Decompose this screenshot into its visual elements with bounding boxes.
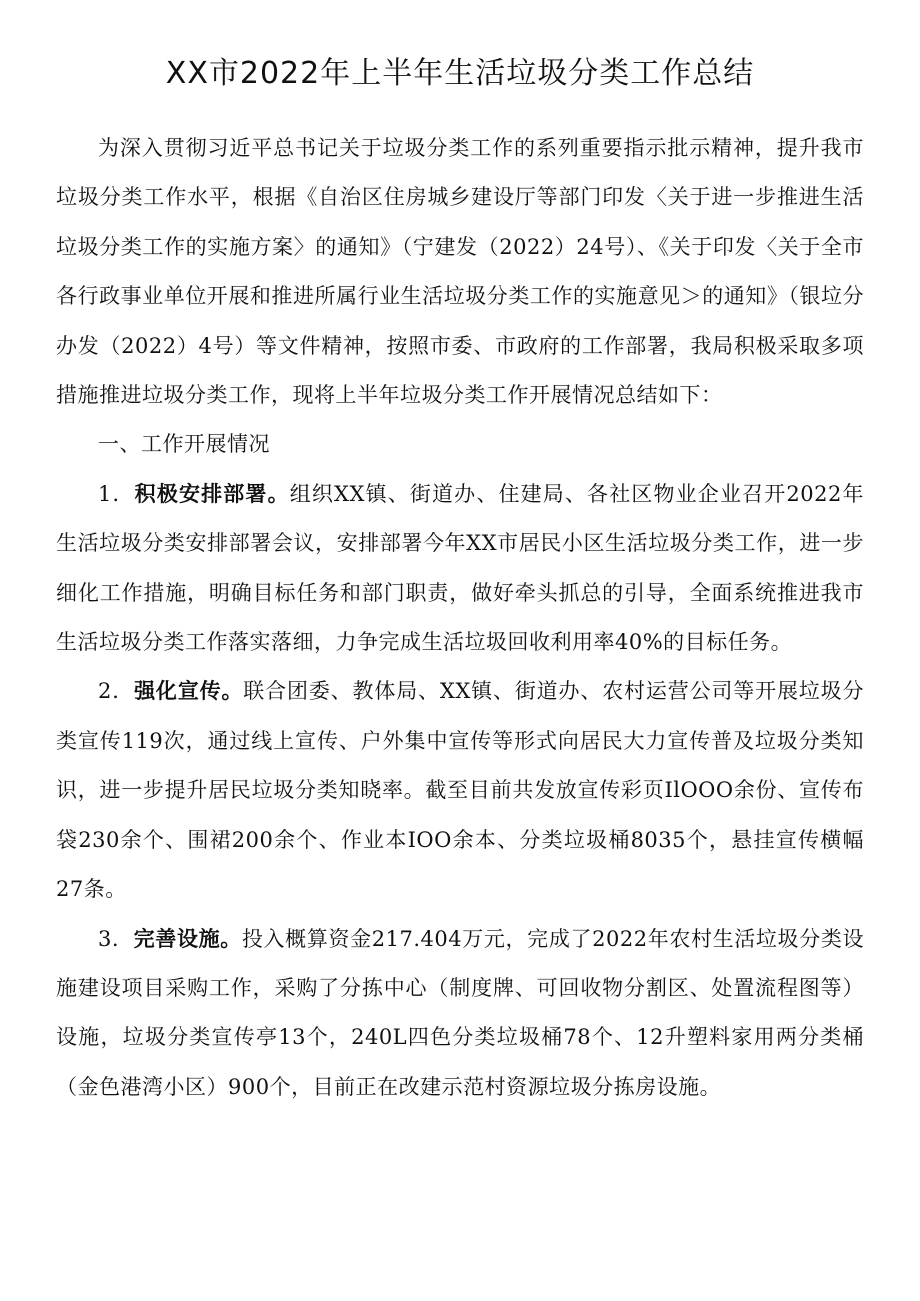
section-heading: 一、工作开展情况 bbox=[98, 432, 270, 457]
item-number: 2． bbox=[98, 679, 135, 704]
item-lead: 强化宣传。 bbox=[134, 679, 244, 704]
item-paragraph-1 bbox=[56, 470, 864, 668]
intro-paragraph: 为深入贯彻习近平总书记关于垃圾分类工作的系列重要指示批示精神，提升我市垃圾分类工作水平，根据《自治区住房城乡建设厅等部门印发〈关于进一步推进生活垃圾分类工作的实施方案〉的通知》（宁建发（2022）24号）、《关于印发〈关于全市各行政事业单位开展和推进所属行业生活垃圾分类工作的实施意见＞的通知》（银垃分办发（2022）4号）等文件精神，按照市委、市政府的工作部署，我局积极采取多项措施推进垃圾分类工作，现将上半年垃圾分类工作开展情况总结如下： bbox=[56, 136, 864, 408]
document-body bbox=[56, 124, 864, 1112]
item-paragraph-2 bbox=[56, 667, 864, 914]
item-text: 组织XX镇、街道办、住建局、各社区物业企业召开2022年生活垃圾分类安排部署会议，安排部署今年XX市居民小区生活垃圾分类工作，进一步细化工作措施，明确目标任务和部门职责，做好牵头抓总的引导，全面系统推进我市生活垃圾分类工作落实落细，力争完成生活垃圾回收利用率40%的目标任务。 bbox=[56, 481, 864, 655]
item-paragraph-3 bbox=[56, 915, 864, 1113]
item-text: 投入概算资金217.404万元，完成了2022年农村生活垃圾分类设施建设项目采购工作，采购了分拣中心（制度牌、可回收物分割区、处置流程图等）设施，垃圾分类宣传亭13个，240L四色分类垃圾桶78个、12升塑料家用两分类桶（金色港湾小区）900个，目前正在改建示范村资源垃圾分拣房设施。 bbox=[56, 926, 864, 1099]
item-lead: 积极安排部署。 bbox=[134, 481, 290, 506]
item-number: 1． bbox=[98, 481, 135, 506]
item-number: 3． bbox=[98, 926, 134, 951]
item-text: 联合团委、教体局、XX镇、街道办、农村运营公司等开展垃圾分类宣传119次，通过线上宣传、户外集中宣传等形式向居民大力宣传普及垃圾分类知识，进一步提升居民垃圾分类知晓率。截至目前共发放宣传彩页IlOOO余份、宣传布袋230余个、围裙200余个、作业本IOO余本、分类垃圾桶8035个，悬挂宣传横幅27条。 bbox=[56, 679, 865, 902]
document-title: XX市2022年上半年生活垃圾分类工作总结 bbox=[165, 56, 755, 91]
item-lead: 完善设施。 bbox=[133, 926, 242, 951]
